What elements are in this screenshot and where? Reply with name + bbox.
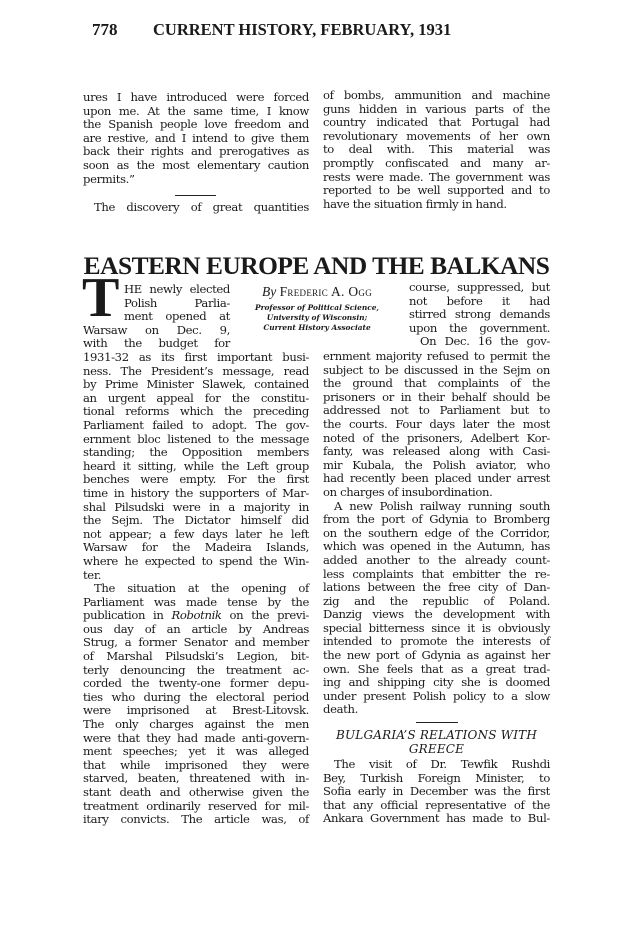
text-line: tional reforms which the preceding — [83, 404, 309, 419]
text-line: ing and shipping city she is doomed — [323, 675, 550, 690]
text-line: ness. The President’s message, read — [83, 363, 309, 378]
text-line: the new port of Gdynia as against her — [323, 648, 550, 663]
text-line: The visit of Dr. Tewfik Rushdi — [334, 757, 550, 771]
text-line: prisoners or in their behalf should be — [323, 389, 550, 404]
text-line: subject to be discussed in the Sejm on — [323, 362, 550, 377]
text-line: ties who during the electoral period — [83, 689, 309, 704]
text-line: standing; the Opposition members — [83, 445, 309, 460]
text-line: with the budget for — [83, 336, 230, 351]
text-line: Ankara Government has made to Bul- — [323, 811, 550, 826]
text-line: the Sejm. The Dictator himself did — [83, 513, 309, 528]
text-line: Warsaw on Dec. 9, — [83, 322, 230, 337]
running-header — [83, 20, 550, 40]
previous-article-right-column — [323, 89, 550, 211]
text-line: ernment bloc listened to the message — [83, 431, 309, 446]
byline-affiliation-line: Current History Associate — [263, 323, 371, 332]
text-line: stirred strong demands — [409, 307, 550, 322]
publication-name-robotnik: Robotnik — [171, 608, 222, 623]
text-line: mir Kubala, the Polish aviator, who — [323, 457, 550, 472]
bulgaria-paragraph — [323, 758, 550, 826]
text-line: The only charges against the men — [83, 717, 309, 732]
text-line: under present Polish policy to a slow — [323, 688, 550, 703]
text-line: shal Pilsudski were in a majority in — [83, 499, 309, 514]
text-line: course, suppressed, but — [409, 280, 550, 294]
text-line: treatment ordinarily reserved for mil- — [83, 798, 309, 813]
previous-article-left-column — [83, 91, 309, 186]
text-line: have the situation firmly in hand. — [323, 196, 507, 211]
byline — [232, 284, 402, 333]
text-line: had recently been placed under arrest — [323, 471, 550, 486]
text-line: back their rights and prerogatives as — [83, 144, 309, 159]
text-line: terly denouncing the treatment ac- — [83, 662, 309, 677]
text-line: promptly confiscated and many ar- — [323, 155, 550, 170]
text-line: intended to promote the interests of — [323, 634, 550, 649]
text-line: noted of the prisoners, Adelbert Kor- — [323, 430, 550, 445]
text-line: by Prime Minister Slawek, contained — [83, 377, 309, 392]
text-line: 1931-32 as its first important busi- — [83, 350, 309, 364]
byline-author: Frederic A. Ogg — [279, 284, 372, 299]
text-line: added another to the already count- — [323, 552, 550, 567]
text-line: less complaints that embitter the re- — [323, 566, 550, 581]
text-line: ment opened at — [124, 309, 230, 324]
text-line: stant death and otherwise given the — [83, 785, 309, 799]
article-headline: EASTERN EUROPE AND THE BALKANS — [83, 252, 550, 280]
text-line: ment speeches; yet it was alleged — [83, 744, 309, 759]
text-line: On Dec. 16 the gov- — [420, 334, 550, 349]
text-line: special bitterness since it is obviously — [323, 620, 550, 635]
text-line: that while imprisoned they were — [83, 757, 309, 772]
subheading-line: GREECE — [408, 741, 465, 756]
text-line: on charges of insubordination. — [323, 484, 493, 499]
text-line: fanty, was released along with Casi- — [323, 444, 550, 459]
text-line: not appear; a few days later he left — [83, 526, 309, 541]
text-line: are restive, and I intend to give them — [83, 130, 309, 145]
text-line: Parliament failed to adopt. The gov- — [83, 417, 309, 432]
text-line: country indicated that Portugal had — [323, 115, 550, 130]
text-line: the ground that complaints of the — [323, 376, 550, 391]
text-line: of Marshal Pilsudski’s Legion, bit- — [83, 649, 309, 664]
text-line: the Spanish people love freedom and — [83, 117, 309, 132]
text-line: itary convicts. The article was, of — [83, 812, 309, 827]
text-line: revolutionary movements of her own — [323, 128, 550, 143]
text-fragment: on the previ- — [229, 608, 309, 623]
text-line: The discovery of great quantities — [94, 200, 309, 214]
journal-title-date: CURRENT HISTORY, FEBRUARY, 1931 — [153, 20, 452, 39]
text-line: ures I have introduced were forced — [83, 90, 309, 104]
text-line: benches were empty. For the first — [83, 472, 309, 487]
text-line: HE newly elected — [124, 282, 230, 296]
text-fragment: publication in — [83, 608, 164, 623]
text-line: Strug, a former Senator and member — [83, 635, 309, 650]
text-line: were that they had made anti-govern- — [83, 730, 309, 745]
subheading — [323, 729, 550, 756]
text-line: which was opened in the Autumn, has — [323, 539, 550, 554]
text-line: heard it sitting, while the Left group — [83, 458, 309, 473]
byline-by: By — [261, 284, 277, 299]
text-line: Danzig views the development with — [323, 607, 550, 622]
text-line: rests were made. The government was — [323, 169, 550, 184]
text-line: upon me. At the same time, I know — [83, 103, 309, 118]
text-line: not before it had — [409, 293, 550, 308]
drop-cap: T — [82, 267, 120, 329]
text-line: Warsaw for the Madeira Islands, — [83, 540, 309, 555]
text-line: guns hidden in various parts of the — [323, 101, 550, 116]
text-line: lations between the free city of Dan- — [323, 580, 550, 595]
text-line: Sofia early in December was the first — [323, 784, 550, 799]
text-line: Polish Parlia- — [124, 295, 230, 310]
byline-affiliation-line: University of Wisconsin; — [266, 313, 368, 322]
text-line: starved, beaten, threatened with in- — [83, 771, 309, 786]
text-line: addressed not to Parliament but to — [323, 403, 550, 418]
text-line: upon the government. — [409, 320, 550, 335]
byline-author-line — [232, 284, 402, 300]
text-line: on the southern edge of the Corridor, — [323, 525, 550, 540]
text-line: ernment majority refused to permit the — [323, 349, 550, 363]
text-line: from the port of Gdynia to Bromberg — [323, 512, 550, 527]
text-line: reported to be well supported and to — [323, 183, 550, 198]
text-line: The situation at the opening of — [94, 581, 309, 596]
text-line: death. — [323, 702, 358, 717]
intro-right-column — [409, 281, 550, 349]
text-line-publication — [83, 609, 309, 623]
text-line: ous day of an article by Andreas — [83, 621, 309, 636]
text-line: Bey, Turkish Foreign Minister, to — [323, 770, 550, 785]
text-line: permits.” — [83, 171, 135, 186]
section-divider — [175, 195, 216, 196]
text-line: time in history the supporters of Mar- — [83, 485, 309, 500]
text-line: the courts. Four days later the most — [323, 416, 550, 431]
byline-affiliation-line: Professor of Political Science, — [255, 303, 379, 312]
text-line: were imprisoned at Brest-Litovsk. — [83, 703, 309, 718]
text-line: soon as the most elementary caution — [83, 157, 309, 172]
previous-article-left-column-continued — [83, 201, 309, 215]
page-number: 778 — [92, 20, 118, 39]
text-line: that any official representative of the — [323, 797, 550, 812]
text-line: corded the twenty-one former depu- — [83, 676, 309, 691]
text-line: of bombs, ammunition and machine — [323, 88, 550, 102]
section-divider — [416, 722, 458, 723]
intro-left-column — [83, 283, 230, 351]
text-line: ter. — [83, 567, 102, 582]
article-left-column — [83, 351, 309, 827]
text-line: Parliament was made tense by the — [83, 594, 309, 609]
text-line: A new Polish railway running south — [334, 498, 550, 513]
subheading-line: BULGARIA’S RELATIONS WITH — [335, 728, 538, 742]
article-right-column — [323, 350, 550, 717]
text-line: own. She feels that as a great trad- — [323, 661, 550, 676]
text-line: to deal with. This material was — [323, 142, 550, 157]
text-line: zig and the republic of Poland. — [323, 593, 550, 608]
text-line: where he expected to spend the Win- — [83, 553, 309, 568]
text-line: an urgent appeal for the constitu- — [83, 390, 309, 405]
